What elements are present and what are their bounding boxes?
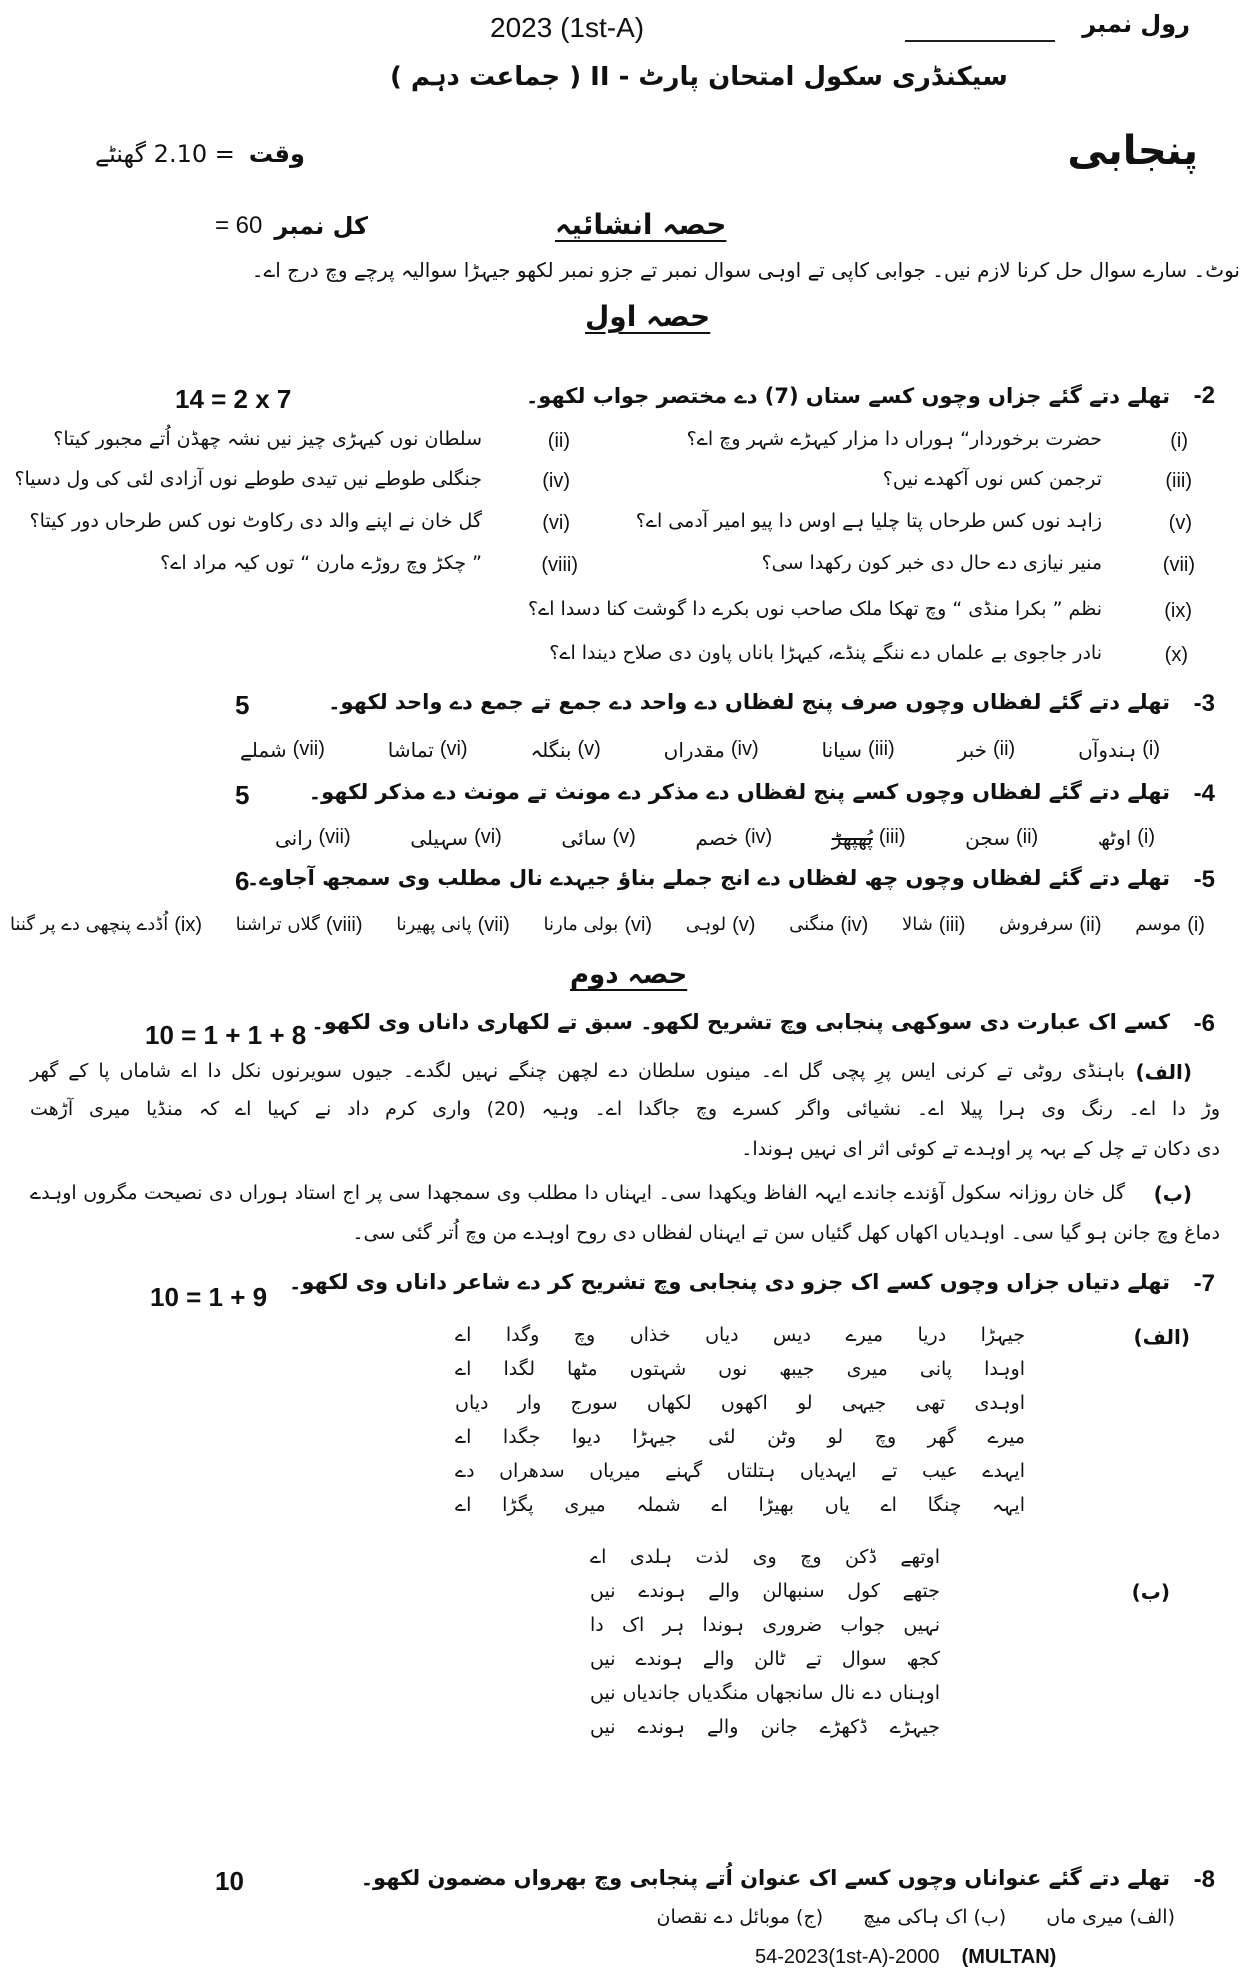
q2-item-num: (v)	[1168, 512, 1192, 534]
roll-number-line	[905, 40, 1055, 42]
q3-word: (iii) سیانا	[821, 738, 895, 762]
q3-number: -3	[1193, 690, 1215, 717]
section-title: حصہ انشائیہ	[555, 208, 727, 241]
q2-item-text: سلطان نوں کیہڑی چیز نیں نشہ چھڈن اُتے مجبور کیتا؟	[53, 428, 482, 450]
poem-line: اوہناں دے نال سانجھاں منگدیاں جاندیاں نیں	[590, 1682, 940, 1704]
q6-b-label: (ب)	[1153, 1182, 1192, 1206]
q2-item-num: (ix)	[1164, 600, 1192, 622]
board-city: (MULTAN)	[961, 1946, 1057, 1968]
year-code: 2023 (1st-A)	[490, 12, 645, 43]
poem-line: جتھے کول سنبھالن والے ہوندے نیں	[590, 1580, 940, 1602]
q2-item-text: زاہد نوں کس طرحاں پتا چلیا ہے اوس دا پیو امیر آدمی اے؟	[635, 510, 1102, 532]
q2-item-num: (vi)	[542, 512, 570, 534]
q5-word: (ii) سرفروش	[999, 914, 1102, 936]
q5-word: (i) موسم	[1135, 914, 1205, 936]
q6-a-line: وڑ دا اے۔ رنگ وی ہرا پیلا اے۔ نشیائی واگر کسرے وچ جاگدا اے۔ وہیہ (20) واری کرم داد نے کہیا اے کہ منڈیا میری آڑھت	[30, 1098, 1220, 1120]
time-label: وقت	[248, 140, 305, 168]
q5-word: (ix) اُڈدے پنچھی دے پر گننا	[10, 914, 203, 936]
note: نوٹ۔ سارے سوال حل کرنا لازم نیں۔ جوابی کاپی تے اوہی سوال نمبر تے جزو نمبر لکھو جیہڑا سوالیہ پرچے وچ درج اے۔	[251, 258, 1240, 282]
q7-a-label: (الف)	[1133, 1325, 1190, 1349]
q3-word: (ii) خبر	[957, 738, 1016, 762]
poem-line: نہیں جواب ضروری ہوندا ہر اک دا	[590, 1614, 940, 1636]
q4-word: (v) سائی	[561, 826, 636, 850]
time-row	[95, 140, 305, 168]
q3-text: تھلے دتے گئے لفظاں وچوں صرف پنج لفظاں دے واحد دے جمع تے جمع دے واحد لکھو۔	[328, 690, 1170, 714]
q7-b-stanza	[590, 1540, 940, 1744]
poem-line: ایہدے عیب تے ایہدیاں ہتلتاں گہنے میریاں سدھراں دے	[455, 1460, 1025, 1482]
roll-number-label: رول نمبر	[1082, 10, 1190, 38]
poem-line: اوہدی تھی جیہی لو اکھوں لکھاں سورج وار دیاں	[455, 1392, 1025, 1414]
q2-item-text: نادر جاجوی بے علماں دے ننگے پنڈے، کیہڑا باناں پاون دی صلاح دیندا اے؟	[549, 642, 1102, 664]
q6-number: -6	[1193, 1010, 1215, 1037]
q5-text: تھلے دتے گئے لفظاں وچوں چھ لفظاں دے انج جملے بناؤ جیہدے نال مطلب وی سمجھ آجاوے۔	[246, 866, 1170, 890]
q7-text: تھلے دتیاں جزاں وچوں کسے اک جزو دی پنجابی وچ تشریح کر دے شاعر داناں وی لکھو۔	[289, 1270, 1170, 1294]
q8-text: تھلے دتے گئے عنواناں وچوں کسے اک عنوان اُتے پنجابی وچ بھرواں مضمون لکھو۔	[360, 1866, 1170, 1890]
q4-word: (vii) رانی	[275, 826, 351, 850]
q2-item-num: (ii)	[547, 430, 570, 452]
q2-item-text: جنگلی طوطے نیں تیدی طوطے نوں آزادی لئی کی ول دسیا؟	[14, 468, 482, 490]
q8-option: (الف) میری ماں	[1046, 1906, 1175, 1928]
q7-number: -7	[1193, 1270, 1215, 1297]
q5-word: (vi) بولی مارنا	[543, 914, 653, 936]
part2-title: حصہ دوم	[570, 960, 688, 990]
paper-code: 54-2023(1st-A)-2000	[755, 1946, 940, 1968]
part1-title: حصہ اول	[585, 300, 711, 333]
q5-word: (vii) پانی پھیرنا	[396, 914, 510, 936]
total-marks-value: = 60	[215, 212, 263, 239]
q6-b-line: دماغ وچ جانن ہو گیا سی۔ اوہدیاں اکھاں کھل گئیاں سن تے ایہناں لفظاں دی روح اوہدے من وچ اُتر گئی سی۔	[352, 1222, 1220, 1244]
q8-options	[657, 1906, 1176, 1928]
q8-marks: 10	[215, 1866, 244, 1896]
q2-item-num: (iv)	[542, 470, 570, 492]
q8-option: (ج) موبائل دے نقصان	[656, 1906, 824, 1928]
q4-words	[275, 826, 1155, 850]
q2-item-text: منیر نیازی دے حال دی خبر کون رکھدا سی؟	[761, 552, 1102, 574]
q6-a-line: دی دکان تے چل کے بہہ پر اوہدے تے کوئی اثر ای نہیں ہوندا۔	[741, 1138, 1220, 1160]
q2-item-text: ترجمن کس نوں آکھدے نیں؟	[882, 468, 1102, 490]
q2-item-num: (viii)	[541, 554, 578, 576]
subject-title: پنجابی	[1067, 128, 1198, 174]
q6-a-line: باہنڈی روٹی تے کرنی ایس پرِ پچی گل اے۔ مینوں سلطان دے لچھن چنگے نہیں لگدے۔ جیوں سویرنوں نکل دا اے شاماں پا کے گھر	[30, 1060, 1125, 1082]
q7-b-label: (ب)	[1131, 1580, 1170, 1604]
q2-item-text: نظم ” بکرا منڈی “ وچ تھکا ملک صاحب نوں بکرے دا گوشت کنا دسدا اے؟	[528, 598, 1102, 620]
q5-number: -5	[1193, 866, 1215, 893]
q2-marks: 14 = 2 x 7	[175, 384, 292, 414]
poem-line: جیہڑا دریا میرے دیس دیاں خذاں وچ وگدا اے	[455, 1324, 1025, 1346]
q5-words	[10, 914, 1205, 937]
q5-word: (viii) گلاں تراشنا	[235, 914, 363, 936]
q2-item-text: ” چکڑ وچ روڑے مارن “ توں کیہ مراد اے؟	[160, 552, 482, 574]
q4-word: (ii) سجن	[965, 826, 1039, 850]
q4-text: تھلے دتے گئے لفظاں وچوں کسے پنج لفظاں دے مذکر دے مونث تے مونث دے مذکر لکھو۔	[308, 780, 1170, 804]
poem-line: جیہڑے ڈکھڑے جانن والے ہوندے نیں	[590, 1716, 940, 1738]
q2-item-text: حضرت برخوردار“ ہوراں دا مزار کیہڑے شہر وچ اے؟	[686, 428, 1102, 450]
q3-word: (v) بنگلہ	[530, 738, 601, 762]
poem-line: ایہہ چنگا اے یاں بھیڑا اے شملہ میری پگڑا اے	[455, 1494, 1025, 1516]
q2-item-num: (x)	[1164, 644, 1188, 666]
q4-word: (vi) سہیلی	[410, 826, 502, 850]
q7-a-stanza	[455, 1318, 1025, 1522]
q3-words	[240, 738, 1160, 762]
q8-option: (ب) اک ہاکی میچ	[863, 1906, 1007, 1928]
q4-word: (iii) پُھپھڑ	[831, 826, 906, 850]
total-marks-label: کل نمبر	[274, 212, 368, 240]
q5-word: (v) لوہی	[685, 914, 756, 936]
q6-text: کسے اک عبارت دی سوکھی پنجابی وچ تشریح لکھو۔ سبق تے لکھاری داناں وی لکھو۔	[311, 1010, 1170, 1034]
time-value: = 2.10 گھنٹے	[95, 140, 235, 168]
q5-marks: 6	[235, 866, 250, 896]
q3-word: (i) ہندوآں	[1078, 738, 1160, 762]
q3-word: (vi) تماشا	[387, 738, 468, 762]
q4-marks: 5	[235, 780, 250, 810]
q3-word: (iv) مقدراں	[663, 738, 759, 762]
q2-item-text: گل خان نے اپنے والد دی رکاوٹ نوں کس طرحاں دور کیتا؟	[29, 510, 482, 532]
footer	[755, 1946, 1056, 1969]
exam-title: سیکنڈری سکول امتحان پارٹ - II ( جماعت دہم )	[390, 62, 1008, 92]
q7-marks: 10 = 1 + 9	[150, 1282, 268, 1312]
poem-line: اوہدا پانی میری جیبھ نوں شہتوں مٹھا لگدا اے	[455, 1358, 1025, 1380]
poem-line: کجھ سوال تے ٹالن والے ہوندے نیں	[590, 1648, 940, 1670]
q2-text: تھلے دتے گئے جزاں وچوں کسے ستاں (7) دے مختصر جواب لکھو۔	[525, 384, 1170, 408]
q4-number: -4	[1193, 780, 1215, 807]
q3-marks: 5	[235, 690, 250, 720]
q3-word: (vii) شملے	[240, 738, 325, 762]
q2-item-num: (iii)	[1165, 470, 1192, 492]
q4-word: (i) اوٹھ	[1097, 826, 1155, 850]
q2-item-num: (i)	[1170, 430, 1188, 452]
total-marks-row	[215, 212, 368, 240]
q2-number: -2	[1193, 382, 1215, 409]
poem-line: اوتھے ڈکن وچ وی لذت ہلدی اے	[590, 1546, 940, 1568]
q8-number: -8	[1193, 1866, 1215, 1893]
q5-word: (iii) شالا	[901, 914, 966, 936]
q5-word: (iv) منگنی	[789, 914, 869, 936]
q6-marks: 10 = 1 + 1 + 8	[145, 1020, 307, 1050]
q2-item-num: (vii)	[1162, 554, 1195, 576]
poem-line: میرے گھر وچ لو وٹن لئی جیہڑا دیوا جگدا اے	[455, 1426, 1025, 1448]
q6-b-line: گل خان روزانہ سکول آؤندے جاندے ایہہ الفاظ ویکھدا سی۔ ایہناں دا مطلب وی سمجھدا سی پر اج استاد ہوراں دی نصیحت مگروں اوہدے	[30, 1182, 1125, 1204]
q6-a-label: (الف)	[1135, 1060, 1192, 1084]
q4-word: (iv) خصم	[695, 826, 773, 850]
